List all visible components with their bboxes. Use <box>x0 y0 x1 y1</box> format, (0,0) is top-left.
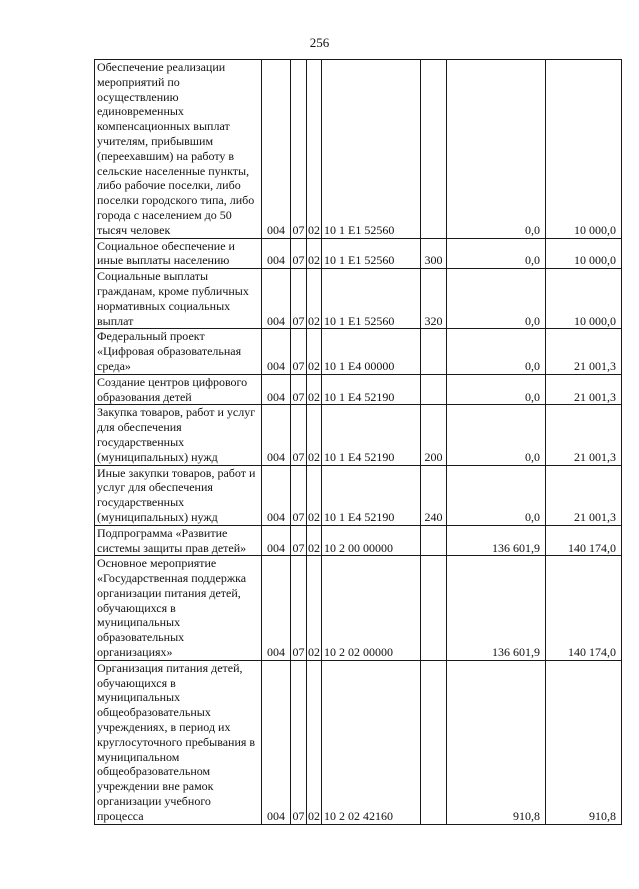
expense-type-cell <box>421 525 447 556</box>
target-article-cell: 10 1 E4 52190 <box>322 465 421 525</box>
amount-year-2-cell: 10 000,0 <box>546 238 622 269</box>
amount-year-1-cell: 0,0 <box>447 405 546 465</box>
row-name-cell: Создание центров цифрового образования детей <box>95 374 262 405</box>
amount-year-1-cell: 0,0 <box>447 465 546 525</box>
section-code-cell: 07 <box>291 660 307 824</box>
row-name-cell: Основное мероприятие «Государственная поддержка организации питания детей, обучающихся в муниципальных образовательных организациях» <box>95 556 262 661</box>
amount-year-1-cell: 0,0 <box>447 238 546 269</box>
table-row <box>95 329 622 374</box>
row-name-cell: Федеральный проект «Цифровая образовательная среда» <box>95 329 262 374</box>
section-code-cell: 07 <box>291 60 307 239</box>
row-name-cell: Организация питания детей, обучающихся в муниципальных общеобразовательных учреждениях, в период их круглосуточного пребывания в муниципальном общеобразовательном учреждении вне рамок организации учебного процесса <box>95 660 262 824</box>
row-name-cell: Социальные выплаты гражданам, кроме публичных нормативных социальных выплат <box>95 269 262 329</box>
ministry-code-cell: 004 <box>262 269 291 329</box>
target-article-cell: 10 1 E4 52190 <box>322 405 421 465</box>
target-article-cell: 10 1 E4 52190 <box>322 374 421 405</box>
target-article-cell: 10 1 E1 52560 <box>322 60 421 239</box>
table-row <box>95 660 622 824</box>
subsection-code-cell: 02 <box>307 405 322 465</box>
ministry-code-cell: 004 <box>262 465 291 525</box>
page-number: 256 <box>309 35 330 50</box>
expense-type-cell: 240 <box>421 465 447 525</box>
row-name-cell: Закупка товаров, работ и услуг для обеспечения государственных (муниципальных) нужд <box>95 405 262 465</box>
expense-type-cell <box>421 374 447 405</box>
table-row <box>95 556 622 661</box>
amount-year-2-cell: 21 001,3 <box>546 405 622 465</box>
table-row <box>95 405 622 465</box>
expense-type-cell <box>421 60 447 239</box>
amount-year-2-cell: 140 174,0 <box>546 525 622 556</box>
row-name-cell: Обеспечение реализации мероприятий по осуществлению единовременных компенсационных выплат учителям, прибывшим (переехавшим) на работу в сельские населенные пункты, либо рабочие поселки, либо поселки городского типа, либо города с населением до 50 тысяч человек <box>95 60 262 239</box>
budget-table <box>94 59 622 825</box>
amount-year-2-cell: 910,8 <box>546 660 622 824</box>
subsection-code-cell: 02 <box>307 525 322 556</box>
target-article-cell: 10 1 E1 52560 <box>322 238 421 269</box>
amount-year-1-cell: 136 601,9 <box>447 525 546 556</box>
section-code-cell: 07 <box>291 556 307 661</box>
expense-type-cell <box>421 660 447 824</box>
expense-type-cell <box>421 329 447 374</box>
expense-type-cell <box>421 556 447 661</box>
amount-year-1-cell: 910,8 <box>447 660 546 824</box>
subsection-code-cell: 02 <box>307 60 322 239</box>
ministry-code-cell: 004 <box>262 525 291 556</box>
table-row <box>95 374 622 405</box>
subsection-code-cell: 02 <box>307 238 322 269</box>
amount-year-2-cell: 21 001,3 <box>546 329 622 374</box>
amount-year-1-cell: 0,0 <box>447 374 546 405</box>
table-row <box>95 60 622 239</box>
subsection-code-cell: 02 <box>307 329 322 374</box>
expense-type-cell: 300 <box>421 238 447 269</box>
table-row <box>95 238 622 269</box>
table-row <box>95 465 622 525</box>
section-code-cell: 07 <box>291 238 307 269</box>
row-name-cell: Иные закупки товаров, работ и услуг для обеспечения государственных (муниципальных) нужд <box>95 465 262 525</box>
subsection-code-cell: 02 <box>307 269 322 329</box>
target-article-cell: 10 2 00 00000 <box>322 525 421 556</box>
section-code-cell: 07 <box>291 374 307 405</box>
section-code-cell: 07 <box>291 525 307 556</box>
amount-year-1-cell: 0,0 <box>447 329 546 374</box>
target-article-cell: 10 1 E4 00000 <box>322 329 421 374</box>
subsection-code-cell: 02 <box>307 660 322 824</box>
amount-year-2-cell: 21 001,3 <box>546 465 622 525</box>
table-body <box>95 60 622 825</box>
ministry-code-cell: 004 <box>262 238 291 269</box>
amount-year-1-cell: 0,0 <box>447 60 546 239</box>
amount-year-1-cell: 136 601,9 <box>447 556 546 661</box>
ministry-code-cell: 004 <box>262 556 291 661</box>
target-article-cell: 10 2 02 00000 <box>322 556 421 661</box>
amount-year-2-cell: 10 000,0 <box>546 269 622 329</box>
expense-type-cell: 200 <box>421 405 447 465</box>
ministry-code-cell: 004 <box>262 329 291 374</box>
target-article-cell: 10 1 E1 52560 <box>322 269 421 329</box>
ministry-code-cell: 004 <box>262 374 291 405</box>
ministry-code-cell: 004 <box>262 405 291 465</box>
target-article-cell: 10 2 02 42160 <box>322 660 421 824</box>
ministry-code-cell: 004 <box>262 660 291 824</box>
section-code-cell: 07 <box>291 329 307 374</box>
ministry-code-cell: 004 <box>262 60 291 239</box>
subsection-code-cell: 02 <box>307 556 322 661</box>
table-row <box>95 525 622 556</box>
amount-year-2-cell: 140 174,0 <box>546 556 622 661</box>
subsection-code-cell: 02 <box>307 465 322 525</box>
amount-year-2-cell: 21 001,3 <box>546 374 622 405</box>
section-code-cell: 07 <box>291 269 307 329</box>
row-name-cell: Социальное обеспечение и иные выплаты населению <box>95 238 262 269</box>
row-name-cell: Подпрограмма «Развитие системы защиты прав детей» <box>95 525 262 556</box>
table-row <box>95 269 622 329</box>
amount-year-2-cell: 10 000,0 <box>546 60 622 239</box>
expense-type-cell: 320 <box>421 269 447 329</box>
subsection-code-cell: 02 <box>307 374 322 405</box>
amount-year-1-cell: 0,0 <box>447 269 546 329</box>
section-code-cell: 07 <box>291 465 307 525</box>
section-code-cell: 07 <box>291 405 307 465</box>
